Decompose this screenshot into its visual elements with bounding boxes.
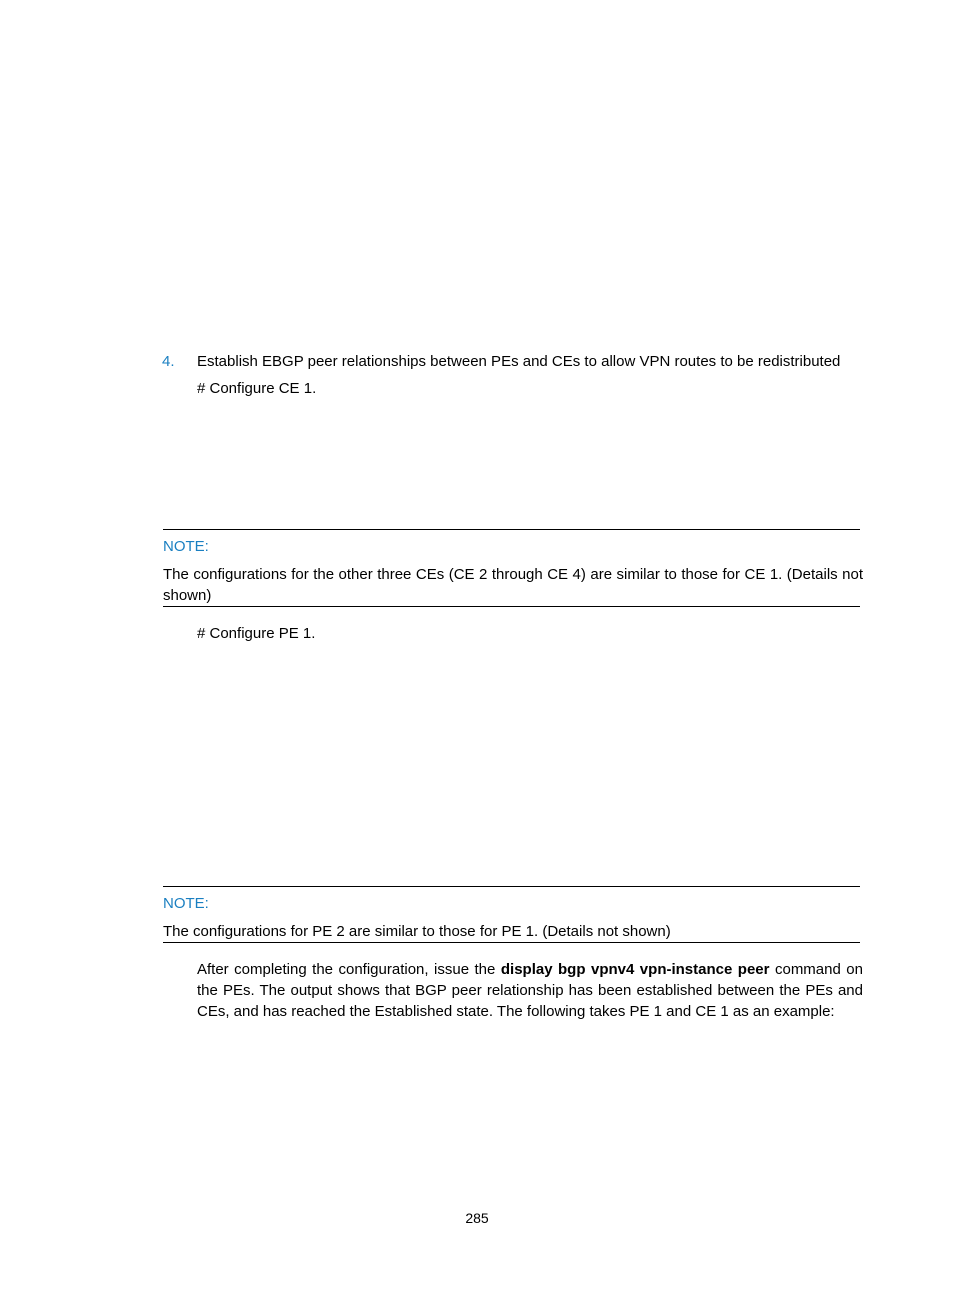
note2-text: The configurations for PE 2 are similar to those for PE 1. (Details not shown) <box>163 923 671 940</box>
note2-top-rule <box>163 886 860 887</box>
paragraph-rest: command on the PEs. The output shows that BGP peer relationship has been established between the PEs and CEs, and has reached the Established state. The following takes PE 1 and CE 1 as an example: <box>197 961 863 1020</box>
step-number: 4. <box>162 353 175 370</box>
result-paragraph <box>197 959 863 1022</box>
note1-text: The configurations for the other three CEs (CE 2 through CE 4) are similar to those for CE 1. (Details not shown) <box>163 566 863 604</box>
note1-top-rule <box>163 529 860 530</box>
step-text: Establish EBGP peer relationships between PEs and CEs to allow VPN routes to be redistributed <box>197 353 841 370</box>
note1-label: NOTE: <box>163 538 209 555</box>
note1-bottom-rule <box>163 606 860 607</box>
note2-label: NOTE: <box>163 895 209 912</box>
configure-ce1-line: # Configure CE 1. <box>197 380 317 397</box>
command-name: display bgp vpnv4 vpn-instance peer <box>500 961 770 978</box>
page-number: 285 <box>465 1210 489 1226</box>
note2-bottom-rule <box>163 942 860 943</box>
configure-pe1-line: # Configure PE 1. <box>197 625 316 642</box>
paragraph-intro: After completing the configuration, issue the <box>197 961 501 978</box>
